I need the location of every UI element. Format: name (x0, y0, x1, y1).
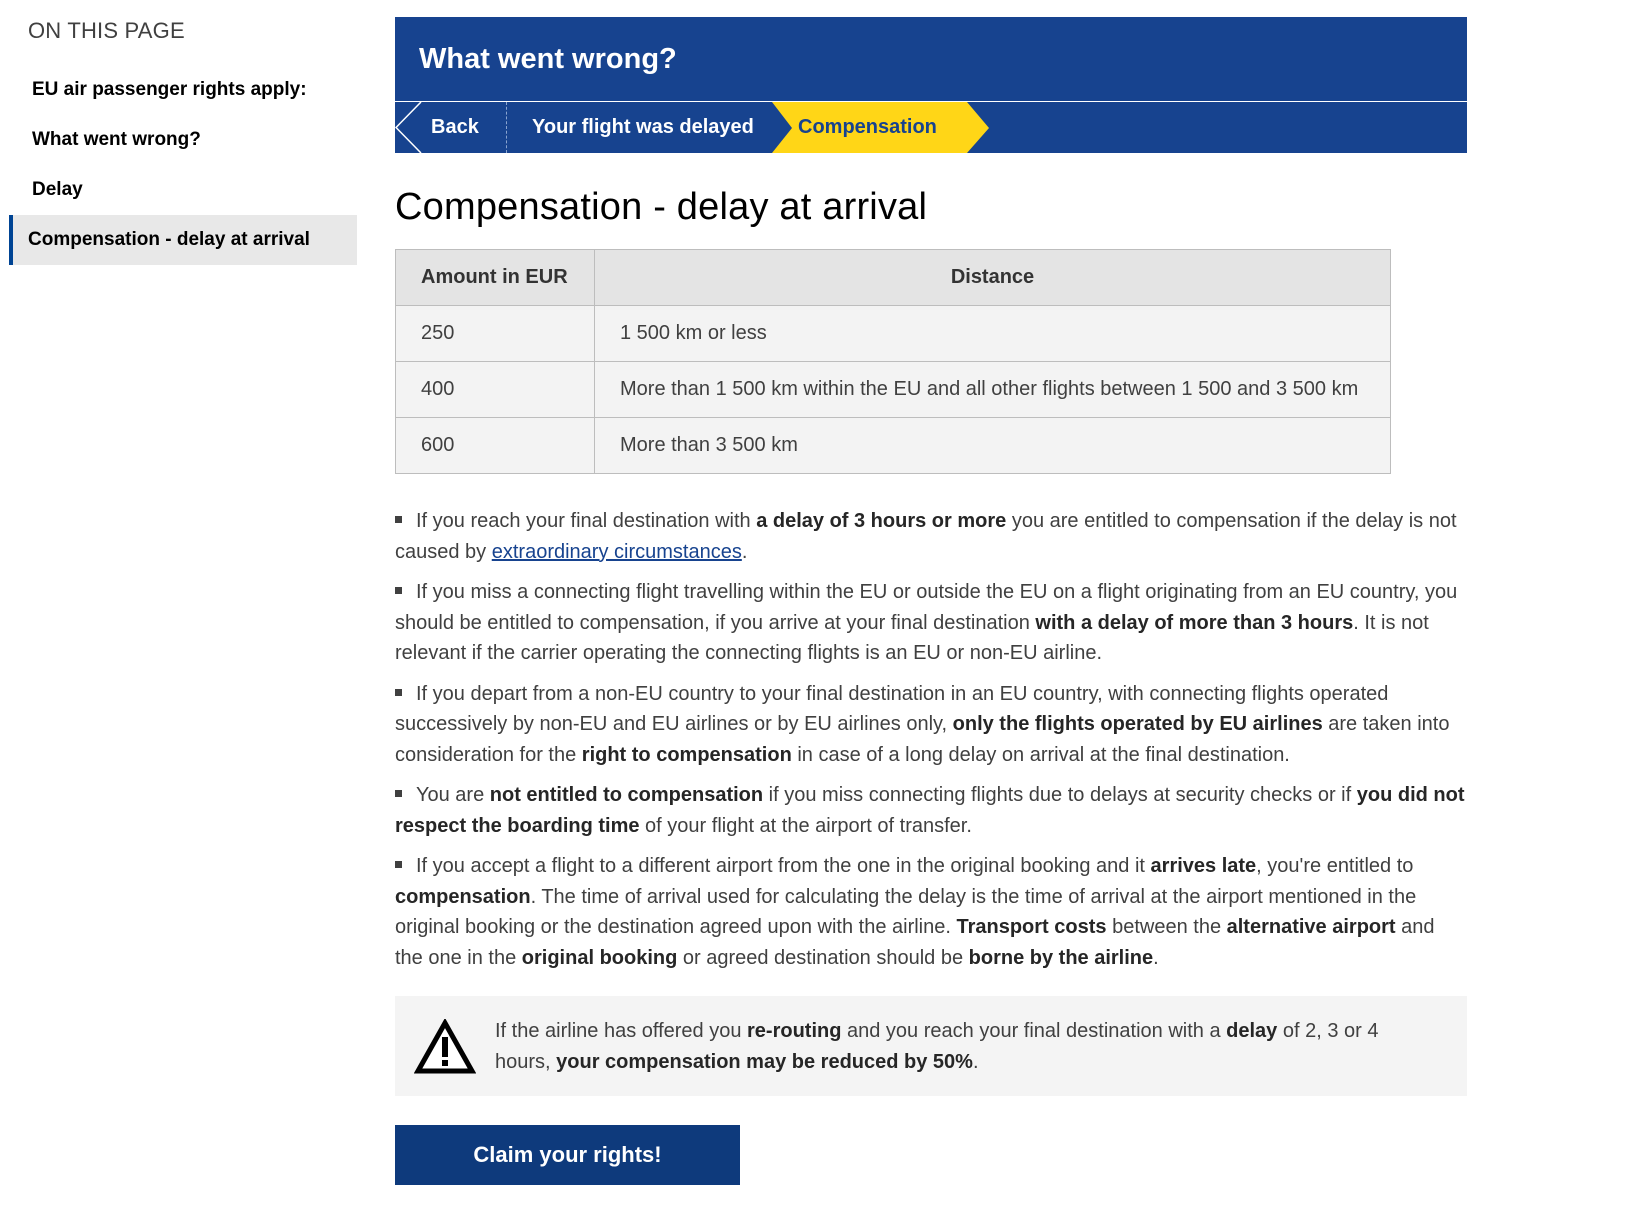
table-row (396, 418, 1391, 474)
breadcrumb-step-delayed[interactable]: Your flight was delayed (532, 116, 754, 138)
sidebar-item-compensation[interactable]: Compensation - delay at arrival (9, 215, 357, 265)
cell-distance: More than 1 500 km within the EU and all other flights between 1 500 and 3 500 km (595, 362, 1391, 418)
body-text: If the airline has offered you (495, 1020, 748, 1042)
list-item (395, 506, 1467, 567)
emphasis-text: right to compensation (581, 743, 792, 766)
body-text: You are (416, 784, 490, 806)
body-text: . It is not relevant if the carrier operating the connecting flights is an EU or non-EU airline. (395, 611, 1429, 664)
body-text: of your flight at the airport of transfer. (639, 814, 972, 837)
bullet-square-icon (395, 861, 402, 868)
cell-amount: 400 (396, 362, 595, 418)
warning-text (495, 1016, 1395, 1077)
emphasis-text: Transport costs (956, 916, 1107, 938)
cell-distance: More than 3 500 km (595, 418, 1391, 474)
breadcrumb-step-compensation-label: Compensation (798, 116, 937, 138)
emphasis-text: original booking (521, 946, 678, 969)
breadcrumb (395, 102, 1467, 153)
sidebar-item-what-went-wrong[interactable]: What went wrong? (32, 129, 201, 150)
emphasis-text: with a delay of more than 3 hours (1035, 611, 1354, 634)
table-row (396, 362, 1391, 418)
body-text: If you accept a flight to a different airport from the one in the original booking and it (416, 855, 1151, 877)
emphasis-text: compensation (395, 885, 531, 908)
emphasis-text: arrives late (1150, 855, 1257, 877)
table-row (396, 306, 1391, 362)
body-text: If you reach your final destination with (416, 510, 757, 532)
body-text: If you depart from a non-EU country to your final destination in an EU country, with connecting flights operated successively by non-EU and EU airlines or by EU airlines only, (395, 682, 1389, 735)
emphasis-text: borne by the airline (968, 946, 1154, 969)
body-text: are taken into consideration for the (395, 713, 1450, 766)
emphasis-text: delay (1226, 1020, 1278, 1042)
body-text: . (1153, 946, 1159, 969)
cell-amount: 250 (396, 306, 595, 362)
rights-bullet-list (395, 506, 1467, 973)
body-text: or agreed destination should be (677, 946, 969, 969)
main-content (395, 17, 1467, 1185)
cell-distance: 1 500 km or less (595, 306, 1391, 362)
body-text: if you miss connecting flights due to delays at security checks or if (763, 784, 1357, 806)
body-text: . The time of arrival used for calculating the delay is the time of arrival at the airport mentioned in the original booking or the destination agreed upon with the airline. (395, 885, 1417, 938)
page-title: Compensation - delay at arrival (395, 186, 928, 228)
list-item (395, 679, 1467, 771)
emphasis-text: only the flights operated by EU airlines (952, 713, 1323, 735)
list-item (395, 780, 1467, 841)
bullet-square-icon (395, 689, 402, 696)
section-banner: What went wrong? (395, 17, 1467, 101)
bullet-square-icon (395, 587, 402, 594)
sidebar-list (9, 65, 357, 265)
emphasis-text: alternative airport (1226, 916, 1396, 938)
warning-triangle-icon (414, 1019, 476, 1075)
list-item (395, 577, 1467, 669)
table-header-row (396, 250, 1391, 306)
list-item (395, 851, 1467, 973)
warning-box (395, 996, 1467, 1096)
emphasis-text: not entitled to compensation (489, 784, 764, 806)
back-label: Back (431, 116, 479, 138)
compensation-table (395, 249, 1391, 474)
body-text: between the (1106, 916, 1227, 938)
body-text: , you're entitled to (1256, 855, 1414, 877)
emphasis-text: you did not respect the boarding time (395, 784, 1465, 837)
chevron-left-icon (395, 102, 423, 153)
body-text: . (972, 1050, 979, 1073)
body-text: and the one in the (395, 916, 1435, 969)
emphasis-text: re-routing (747, 1020, 842, 1042)
column-header-amount: Amount in EUR (396, 250, 595, 306)
cell-amount: 600 (396, 418, 595, 474)
body-text: you are entitled to compensation if the delay is not caused by (395, 510, 1457, 563)
back-button[interactable] (395, 102, 507, 153)
bullet-square-icon (395, 516, 402, 523)
breadcrumb-step-compensation[interactable] (772, 102, 967, 153)
body-text: If you miss a connecting flight travelling within the EU or outside the EU on a flight originating from an EU country, you should be entitled to compensation, if you arrive at your final destination (395, 581, 1458, 634)
claim-rights-button[interactable]: Claim your rights! (395, 1125, 740, 1185)
sidebar-heading: ON THIS PAGE (28, 18, 185, 43)
body-text: in case of a long delay on arrival at the final destination. (791, 743, 1290, 766)
emphasis-text: your compensation may be reduced by 50% (556, 1050, 973, 1073)
body-text: of 2, 3 or 4 hours, (495, 1020, 1379, 1073)
bullet-square-icon (395, 790, 402, 797)
emphasis-text: a delay of 3 hours or more (756, 510, 1007, 532)
sidebar-item-delay[interactable]: Delay (32, 179, 83, 200)
body-text: . (741, 540, 748, 563)
sidebar-item-rights-apply[interactable]: EU air passenger rights apply: (32, 79, 307, 100)
column-header-distance: Distance (595, 250, 1391, 306)
extraordinary-circumstances-link[interactable]: extraordinary circumstances (491, 540, 742, 563)
on-this-page-nav (9, 18, 357, 265)
body-text: and you reach your final destination with a (841, 1020, 1227, 1042)
